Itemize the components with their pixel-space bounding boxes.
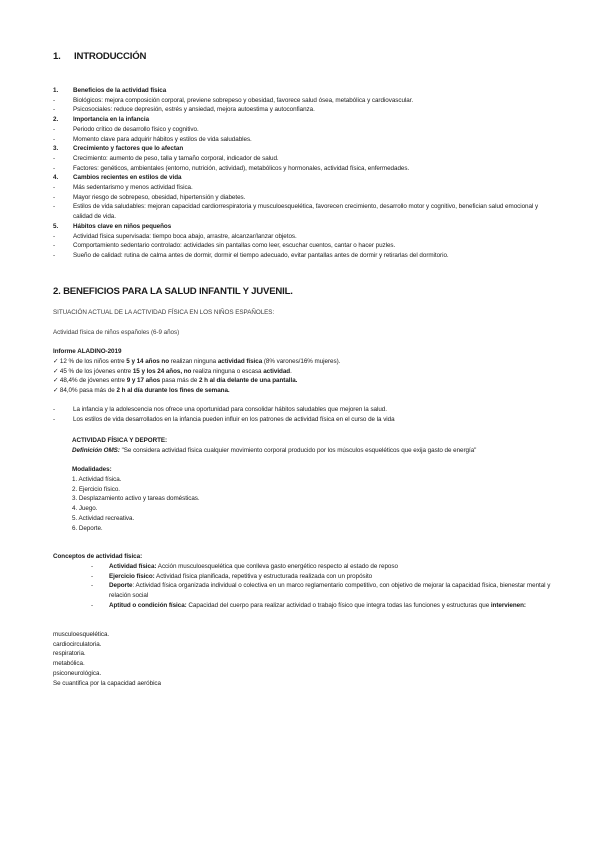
bullet-dash: -: [53, 406, 56, 413]
bullet-item: [53, 193, 553, 203]
modalidad-item: 6. Deporte.: [72, 524, 103, 532]
modalidad-item: 1. Actividad física.: [72, 476, 122, 483]
stat-bold-1: 5 y 14 años no: [126, 358, 169, 365]
funcion-item: respiratoria.: [53, 650, 86, 658]
stat-mid: pasa más de: [160, 377, 200, 385]
item-text: Cambios recientes en estilos de vida: [73, 174, 182, 182]
section-1-heading: [53, 51, 146, 63]
numbered-item: [53, 222, 553, 232]
concepto-text: Actividad física planificada, repetitiva y estructurada realizada con un propósito: [154, 572, 373, 580]
bullet-dash: -: [53, 164, 56, 172]
bullet-item: [53, 415, 553, 425]
concepto-item: [53, 581, 553, 600]
concepto-label: Ejercicio físico:: [109, 572, 155, 580]
modalidad-item: 5. Actividad recreativa.: [72, 514, 135, 522]
concepto-bold-tail: intervienen:: [490, 601, 526, 609]
bullet-dash: -: [53, 251, 56, 259]
stat-line: [53, 386, 553, 396]
item-text: Más sedentarismo y menos actividad física.: [73, 184, 193, 192]
concepto-text: Capacidad del cuerpo para realizar actividad o trabajo físico que integra todas las funciones y estructuras que: [186, 601, 491, 609]
numbered-item: [53, 115, 553, 125]
bullet-item: [53, 232, 553, 242]
funcion-item: cardiocirculatoria.: [53, 640, 102, 648]
concepto-item: [53, 601, 553, 611]
informe-stats: [53, 357, 553, 396]
funcion-item: metabólica.: [53, 660, 85, 668]
modalidades-title-text: Modalidades:: [72, 466, 112, 473]
bullet-dash: -: [91, 572, 94, 580]
af-deporte-title: [72, 436, 552, 446]
modalidades-list: [72, 475, 552, 533]
stat-mid: realizan ninguna: [169, 358, 218, 365]
stat-pre: ✓ 12 % de los niños entre: [53, 358, 127, 365]
modalidades-title: [72, 465, 552, 475]
item-text: Actividad física supervisada: tiempo boca abajo, arrastre, alcanzar/lanzar objetos.: [73, 232, 297, 240]
concepto-item: [53, 572, 553, 582]
stat-pre: ✓ 48,4% de jóvenes entre: [53, 377, 127, 385]
item-text: Periodo crítico de desarrollo físico y cognitivo.: [73, 125, 199, 133]
bullet-dash: -: [53, 135, 56, 143]
bullet-dash: -: [53, 96, 56, 104]
stat-pre: ✓ 84,0% pasa más de: [53, 387, 117, 395]
bullet-dash: -: [53, 154, 56, 162]
numbered-item: [53, 173, 553, 183]
stat-bold-2: actividad: [263, 367, 291, 375]
stat-bold-2: 2 h al día delante de una pantalla.: [199, 377, 298, 385]
af-deporte-title-text: ACTIVIDAD FÍSICA Y DEPORTE:: [72, 437, 168, 444]
conceptos-title-text: Conceptos de actividad física:: [53, 553, 143, 560]
section-1-number: 1.: [53, 51, 61, 62]
bullet-item: [53, 241, 553, 251]
informe-title: [53, 347, 553, 357]
funcion-item: psiconeurológica.: [53, 669, 102, 677]
bullet-dash: -: [91, 601, 94, 609]
bullet-dash: -: [53, 184, 56, 192]
stat-post: (8% varones/16% mujeres).: [262, 358, 341, 365]
conceptos-title: [53, 552, 553, 562]
concepto-label: Deporte: [109, 582, 133, 590]
concepto-text: : Actividad física organizada individual o colectiva en un marco reglamentario competitivo, con objetivo de mejorar la capacidad física, bienestar mental y relación social: [109, 582, 551, 600]
bullet-dash: -: [53, 106, 56, 114]
bullet-item: [53, 105, 553, 115]
bullet-dash: -: [53, 415, 56, 423]
bullet-item: [53, 125, 553, 135]
item-text: Sueño de calidad: rutina de calma antes de dormir, dormir el tiempo adecuado, evitar pantallas antes de dormir y retirarlas del dormitorio.: [73, 251, 449, 259]
item-text: Crecimiento: aumento de peso, talla y tamaño corporal, indicador de salud.: [73, 154, 279, 162]
bullet-item: [53, 405, 553, 415]
numbered-item: [53, 86, 553, 96]
bullet-item: [53, 96, 553, 106]
stat-bold-1: 2 h al día durante los fines de semana.: [116, 387, 230, 395]
actividad-ninos-subtitle: Actividad física de niños españoles (6-9 años): [53, 329, 180, 336]
bullet-item: [53, 251, 553, 261]
concepto-label: Aptitud o condición física:: [109, 601, 187, 609]
item-text: Crecimiento y factores que lo afectan: [73, 145, 184, 153]
stat-line: [53, 376, 553, 386]
funciones-list: [53, 630, 553, 688]
item-text: Psicosociales: reduce depresión, estrés y ansiedad, mejora autoestima y autoconfianza.: [73, 106, 315, 114]
stat-bold-1: 9 y 17 años: [126, 377, 161, 385]
bullet-dash: -: [53, 242, 56, 250]
bullet-item: [53, 154, 553, 164]
funcion-item: musculoesquelética.: [53, 631, 110, 638]
bullet-text: La infancia y la adolescencia nos ofrece una oportunidad para consolidar hábitos saludables que mejoren la salud.: [73, 406, 387, 413]
stat-line: [53, 357, 553, 367]
item-text: Estilos de vida saludables: mejoran capacidad cardiorrespiratoria y musculoesquelética, favorecen crecimiento, desarrollo motor y cognitivo, benefician salud emocional y calidad de vida.: [73, 203, 539, 221]
oms-label: Definición OMS:: [72, 447, 120, 454]
bullet-item: [53, 164, 553, 174]
item-text: Beneficios de la actividad física: [73, 87, 167, 94]
item-number: 1.: [53, 87, 59, 94]
stat-post: .: [290, 367, 292, 375]
item-number: 3.: [53, 145, 59, 153]
stat-mid: realiza ninguna o escasa: [191, 367, 264, 375]
bullet-item: [53, 202, 553, 221]
bullet-text: Los estilos de vida desarrollados en la infancia pueden influir en los patrones de actividad física en el curso de la vida: [73, 415, 395, 423]
modalidad-item: 2. Ejercicio físico.: [72, 485, 120, 493]
stat-bold-1: 15 y los 24 años, no: [132, 367, 192, 375]
conceptos-list: [53, 562, 553, 611]
stat-bold-2: actividad física: [217, 358, 263, 365]
informe-title-text: Informe ALADINO-2019: [53, 348, 122, 355]
item-text: Momento clave para adquirir hábitos y estilos de vida saludables.: [73, 135, 252, 143]
bullet-dash: -: [53, 193, 56, 201]
modalidad-item: 3. Desplazamiento activo y tareas domésticas.: [72, 495, 200, 503]
concepto-item: [53, 562, 553, 572]
item-text: Factores: genéticos, ambientales (entorno, nutrición, actividad), metabólicos y hormonales, actividad física, enfermedades.: [73, 164, 410, 172]
section-1-title: INTRODUCCIÓN: [74, 51, 147, 62]
item-number: 4.: [53, 174, 59, 182]
bullet-item: [53, 135, 553, 145]
item-text: Mayor riesgo de sobrepeso, obesidad, hipertensión y diabetes.: [73, 193, 246, 201]
stat-line: [53, 367, 553, 377]
bullet-dash: -: [53, 232, 56, 240]
section-2-heading: 2. BENEFICIOS PARA LA SALUD INFANTIL Y JUVENIL.: [53, 286, 293, 297]
funcion-item: Se cuantifica por la capacidad aeróbica: [53, 679, 161, 687]
item-number: 2.: [53, 116, 59, 124]
concepto-label: Actividad física:: [109, 563, 157, 570]
item-text: Importancia en la infancia: [73, 116, 150, 124]
modalidad-item: 4. Juego.: [72, 505, 98, 513]
concepto-text: Acción musculoesquelética que conlleva gasto energético respecto al estado de reposo: [156, 563, 398, 570]
item-text: Biológicos: mejora composición corporal, previene sobrepeso y obesidad, favorece salud ósea, metabólica y cardiovascular.: [73, 96, 414, 104]
bullet-dash: -: [53, 125, 56, 133]
bullet-item: [53, 183, 553, 193]
item-number: 5.: [53, 222, 59, 230]
situacion-heading: SITUACIÓN ACTUAL DE LA ACTIVIDAD FÍSICA EN LOS NIÑOS ESPAÑOLES:: [53, 309, 275, 316]
infancia-bullets: [53, 405, 553, 424]
oms-text: "Se considera actividad física cualquier movimiento corporal producido por los músculos esqueléticos que exija gasto de energía": [119, 447, 477, 454]
bullet-dash: -: [91, 582, 94, 590]
bullet-dash: -: [91, 563, 94, 570]
item-text: Comportamiento sedentario controlado: actividades sin pantallas como leer, escuchar cuentos, cantar o hacer puzles.: [73, 242, 396, 250]
oms-definition: [72, 446, 552, 456]
stat-pre: ✓ 45 % de los jóvenes entre: [53, 367, 133, 375]
introduction-list: [53, 86, 553, 261]
item-text: Hábitos clave en niños pequeños: [73, 222, 172, 230]
numbered-item: [53, 144, 553, 154]
bullet-dash: -: [53, 203, 56, 211]
